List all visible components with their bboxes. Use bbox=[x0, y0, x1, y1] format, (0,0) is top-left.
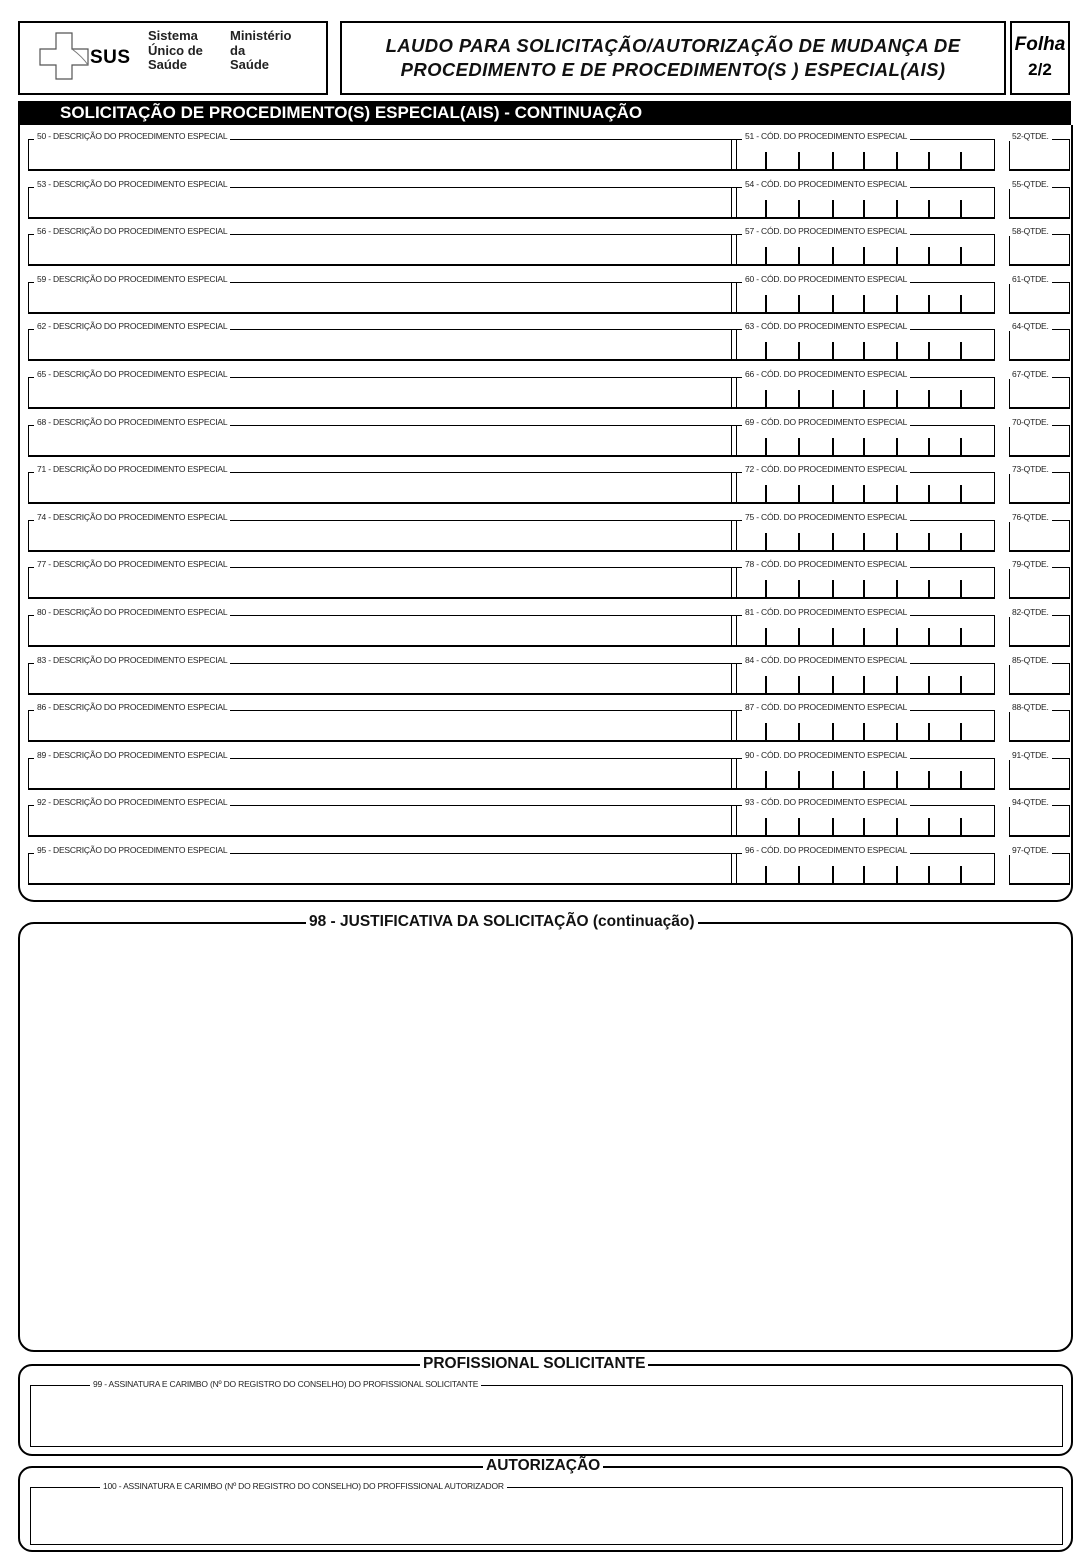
code-digit-separator bbox=[960, 723, 962, 740]
procedure-description-field[interactable] bbox=[28, 853, 737, 885]
procedure-code-label: 60 - CÓD. DO PROCEDIMENTO ESPECIAL bbox=[742, 274, 910, 284]
code-digit-separator bbox=[798, 580, 800, 597]
code-digit-separator bbox=[960, 200, 962, 217]
code-digit-separator bbox=[928, 438, 930, 455]
code-digit-separator bbox=[832, 676, 834, 693]
code-digit-separator bbox=[896, 152, 898, 169]
code-digit-separator bbox=[765, 342, 767, 359]
code-digit-separator bbox=[832, 152, 834, 169]
code-digit-separator bbox=[863, 533, 865, 550]
procedure-description-label: 50 - DESCRIÇÃO DO PROCEDIMENTO ESPECIAL bbox=[34, 131, 230, 141]
code-digit-separator bbox=[765, 723, 767, 740]
procedure-row bbox=[20, 221, 1073, 268]
procedure-code-field[interactable] bbox=[731, 377, 995, 409]
code-digit-separator bbox=[798, 818, 800, 835]
code-digit-separator bbox=[960, 247, 962, 264]
procedure-code-field[interactable] bbox=[731, 758, 995, 790]
code-digit-separator bbox=[863, 866, 865, 883]
procedure-code-field[interactable] bbox=[731, 853, 995, 885]
procedure-code-label: 81 - CÓD. DO PROCEDIMENTO ESPECIAL bbox=[742, 607, 910, 617]
procedure-row bbox=[20, 697, 1073, 744]
folha-label: Folha bbox=[1014, 34, 1066, 55]
procedure-row bbox=[20, 745, 1073, 792]
procedure-row bbox=[20, 650, 1073, 697]
code-digit-separator bbox=[863, 200, 865, 217]
procedure-description-label: 68 - DESCRIÇÃO DO PROCEDIMENTO ESPECIAL bbox=[34, 417, 230, 427]
page-number: 2/2 bbox=[1028, 60, 1052, 79]
procedure-quantity-field[interactable] bbox=[1009, 615, 1070, 647]
code-digit-separator bbox=[928, 818, 930, 835]
procedure-code-field[interactable] bbox=[731, 472, 995, 504]
procedure-quantity-label: 52-QTDE. bbox=[1009, 131, 1052, 141]
code-digit-separator bbox=[896, 342, 898, 359]
procedure-quantity-field[interactable] bbox=[1009, 853, 1070, 885]
code-digit-separator bbox=[798, 200, 800, 217]
procedure-description-label: 89 - DESCRIÇÃO DO PROCEDIMENTO ESPECIAL bbox=[34, 750, 230, 760]
procedure-quantity-label: 61-QTDE. bbox=[1009, 274, 1052, 284]
form-title-line1: LAUDO PARA SOLICITAÇÃO/AUTORIZAÇÃO DE MUDANÇA DE bbox=[385, 35, 961, 56]
procedure-quantity-field[interactable] bbox=[1009, 663, 1070, 695]
code-digit-separator bbox=[765, 771, 767, 788]
code-digit-separator bbox=[798, 390, 800, 407]
procedure-code-field[interactable] bbox=[731, 663, 995, 695]
code-digit-separator bbox=[960, 152, 962, 169]
authorization-section bbox=[18, 1457, 1073, 1552]
code-digit-separator bbox=[896, 628, 898, 645]
procedure-code-field[interactable] bbox=[731, 282, 995, 314]
procedure-row bbox=[20, 459, 1073, 506]
procedure-row bbox=[20, 316, 1073, 363]
code-digit-separator bbox=[960, 628, 962, 645]
procedure-quantity-field[interactable] bbox=[1009, 520, 1070, 552]
code-digit-separator bbox=[765, 580, 767, 597]
procedure-code-field[interactable] bbox=[731, 615, 995, 647]
procedure-description-field[interactable] bbox=[28, 329, 737, 361]
code-digit-separator bbox=[960, 295, 962, 312]
procedure-description-label: 74 - DESCRIÇÃO DO PROCEDIMENTO ESPECIAL bbox=[34, 512, 230, 522]
code-digit-separator bbox=[863, 247, 865, 264]
justification-title: 98 - JUSTIFICATIVA DA SOLICITAÇÃO (continuação) bbox=[306, 913, 698, 931]
procedure-row bbox=[20, 174, 1073, 221]
code-digit-separator bbox=[928, 628, 930, 645]
procedure-quantity-label: 85-QTDE. bbox=[1009, 655, 1052, 665]
code-digit-separator bbox=[896, 485, 898, 502]
code-digit-separator bbox=[960, 818, 962, 835]
procedure-code-field[interactable] bbox=[731, 234, 995, 266]
procedure-code-label: 54 - CÓD. DO PROCEDIMENTO ESPECIAL bbox=[742, 179, 910, 189]
procedure-quantity-label: 88-QTDE. bbox=[1009, 702, 1052, 712]
procedure-description-label: 65 - DESCRIÇÃO DO PROCEDIMENTO ESPECIAL bbox=[34, 369, 230, 379]
code-digit-separator bbox=[960, 676, 962, 693]
procedure-description-field[interactable] bbox=[28, 187, 737, 219]
code-digit-separator bbox=[928, 533, 930, 550]
code-digit-separator bbox=[798, 866, 800, 883]
code-digit-separator bbox=[798, 533, 800, 550]
code-digit-separator bbox=[928, 247, 930, 264]
form-title-line2: PROCEDIMENTO E DE PROCEDIMENTO(S ) ESPECIAL(AIS) bbox=[400, 59, 946, 80]
procedure-quantity-field[interactable] bbox=[1009, 282, 1070, 314]
procedure-code-label: 66 - CÓD. DO PROCEDIMENTO ESPECIAL bbox=[742, 369, 910, 379]
procedure-quantity-field[interactable] bbox=[1009, 805, 1070, 837]
procedure-description-label: 53 - DESCRIÇÃO DO PROCEDIMENTO ESPECIAL bbox=[34, 179, 230, 189]
code-digit-separator bbox=[896, 200, 898, 217]
code-digit-separator bbox=[798, 628, 800, 645]
code-digit-separator bbox=[832, 818, 834, 835]
code-digit-separator bbox=[896, 723, 898, 740]
procedure-quantity-label: 70-QTDE. bbox=[1009, 417, 1052, 427]
code-digit-separator bbox=[832, 438, 834, 455]
code-digit-separator bbox=[765, 628, 767, 645]
code-digit-separator bbox=[863, 580, 865, 597]
section-title: SOLICITAÇÃO DE PROCEDIMENTO(S) ESPECIAL(AIS) - CONTINUAÇÃO bbox=[18, 101, 1071, 125]
procedure-code-label: 78 - CÓD. DO PROCEDIMENTO ESPECIAL bbox=[742, 559, 910, 569]
code-digit-separator bbox=[798, 438, 800, 455]
procedure-description-label: 92 - DESCRIÇÃO DO PROCEDIMENTO ESPECIAL bbox=[34, 797, 230, 807]
procedure-quantity-label: 73-QTDE. bbox=[1009, 464, 1052, 474]
code-digit-separator bbox=[765, 485, 767, 502]
code-digit-separator bbox=[928, 723, 930, 740]
code-digit-separator bbox=[798, 723, 800, 740]
authorizer-signature-label: 100 - ASSINATURA E CARIMBO (Nº DO REGISTRO DO CONSELHO) DO PROFFISSIONAL AUTORIZADOR bbox=[100, 1481, 507, 1491]
procedure-description-label: 80 - DESCRIÇÃO DO PROCEDIMENTO ESPECIAL bbox=[34, 607, 230, 617]
code-digit-separator bbox=[765, 818, 767, 835]
requester-signature-label: 99 - ASSINATURA E CARIMBO (Nº DO REGISTRO DO CONSELHO) DO PROFISSIONAL SOLICITANTE bbox=[90, 1379, 481, 1389]
code-digit-separator bbox=[863, 342, 865, 359]
code-digit-separator bbox=[896, 438, 898, 455]
code-digit-separator bbox=[832, 723, 834, 740]
procedure-row bbox=[20, 602, 1073, 649]
code-digit-separator bbox=[798, 342, 800, 359]
code-digit-separator bbox=[863, 628, 865, 645]
procedure-description-label: 77 - DESCRIÇÃO DO PROCEDIMENTO ESPECIAL bbox=[34, 559, 230, 569]
procedure-description-field[interactable] bbox=[28, 234, 737, 266]
procedure-row bbox=[20, 507, 1073, 554]
code-digit-separator bbox=[928, 866, 930, 883]
code-digit-separator bbox=[832, 295, 834, 312]
code-digit-separator bbox=[798, 152, 800, 169]
code-digit-separator bbox=[863, 152, 865, 169]
procedure-quantity-field[interactable] bbox=[1009, 425, 1070, 457]
code-digit-separator bbox=[960, 533, 962, 550]
justification-box[interactable] bbox=[18, 913, 1073, 1352]
code-digit-separator bbox=[896, 676, 898, 693]
code-digit-separator bbox=[928, 152, 930, 169]
code-digit-separator bbox=[928, 295, 930, 312]
procedure-quantity-label: 58-QTDE. bbox=[1009, 226, 1052, 236]
procedure-code-field[interactable] bbox=[731, 425, 995, 457]
procedure-code-label: 84 - CÓD. DO PROCEDIMENTO ESPECIAL bbox=[742, 655, 910, 665]
sus-logo-text: SUS bbox=[90, 47, 131, 68]
procedure-code-label: 87 - CÓD. DO PROCEDIMENTO ESPECIAL bbox=[742, 702, 910, 712]
code-digit-separator bbox=[863, 295, 865, 312]
procedure-description-label: 71 - DESCRIÇÃO DO PROCEDIMENTO ESPECIAL bbox=[34, 464, 230, 474]
code-digit-separator bbox=[798, 295, 800, 312]
procedure-description-field[interactable] bbox=[28, 663, 737, 695]
procedure-description-field[interactable] bbox=[28, 567, 737, 599]
procedure-quantity-field[interactable] bbox=[1009, 139, 1070, 171]
code-digit-separator bbox=[765, 533, 767, 550]
code-digit-separator bbox=[960, 390, 962, 407]
code-digit-separator bbox=[960, 866, 962, 883]
code-digit-separator bbox=[896, 390, 898, 407]
code-digit-separator bbox=[765, 295, 767, 312]
procedure-row bbox=[20, 412, 1073, 459]
requester-section bbox=[18, 1355, 1073, 1456]
code-digit-separator bbox=[896, 818, 898, 835]
procedure-row bbox=[20, 840, 1073, 887]
sus-logo-box bbox=[18, 21, 328, 95]
procedure-quantity-label: 67-QTDE. bbox=[1009, 369, 1052, 379]
procedure-quantity-field[interactable] bbox=[1009, 710, 1070, 742]
code-digit-separator bbox=[863, 438, 865, 455]
procedure-quantity-label: 76-QTDE. bbox=[1009, 512, 1052, 522]
procedure-quantity-field[interactable] bbox=[1009, 329, 1070, 361]
procedure-quantity-field[interactable] bbox=[1009, 377, 1070, 409]
procedure-quantity-field[interactable] bbox=[1009, 234, 1070, 266]
procedure-description-label: 95 - DESCRIÇÃO DO PROCEDIMENTO ESPECIAL bbox=[34, 845, 230, 855]
procedure-quantity-label: 91-QTDE. bbox=[1009, 750, 1052, 760]
code-digit-separator bbox=[960, 438, 962, 455]
procedure-quantity-label: 64-QTDE. bbox=[1009, 321, 1052, 331]
code-digit-separator bbox=[798, 771, 800, 788]
procedure-quantity-label: 82-QTDE. bbox=[1009, 607, 1052, 617]
procedure-code-field[interactable] bbox=[731, 710, 995, 742]
code-digit-separator bbox=[832, 533, 834, 550]
code-digit-separator bbox=[960, 771, 962, 788]
procedure-description-field[interactable] bbox=[28, 377, 737, 409]
procedure-description-label: 56 - DESCRIÇÃO DO PROCEDIMENTO ESPECIAL bbox=[34, 226, 230, 236]
requester-title: PROFISSIONAL SOLICITANTE bbox=[420, 1355, 648, 1373]
procedure-description-field[interactable] bbox=[28, 520, 737, 552]
procedure-quantity-field[interactable] bbox=[1009, 472, 1070, 504]
code-digit-separator bbox=[832, 390, 834, 407]
procedure-description-label: 62 - DESCRIÇÃO DO PROCEDIMENTO ESPECIAL bbox=[34, 321, 230, 331]
authorization-title: AUTORIZAÇÃO bbox=[483, 1457, 603, 1475]
procedure-description-field[interactable] bbox=[28, 425, 737, 457]
code-digit-separator bbox=[832, 628, 834, 645]
procedure-quantity-label: 79-QTDE. bbox=[1009, 559, 1052, 569]
code-digit-separator bbox=[928, 200, 930, 217]
org-name-sus: Sistema Único de Saúde bbox=[148, 28, 203, 72]
code-digit-separator bbox=[960, 485, 962, 502]
code-digit-separator bbox=[928, 580, 930, 597]
procedure-code-label: 90 - CÓD. DO PROCEDIMENTO ESPECIAL bbox=[742, 750, 910, 760]
code-digit-separator bbox=[832, 247, 834, 264]
form-title bbox=[340, 21, 1006, 95]
code-digit-separator bbox=[765, 676, 767, 693]
procedure-code-label: 69 - CÓD. DO PROCEDIMENTO ESPECIAL bbox=[742, 417, 910, 427]
procedure-code-label: 63 - CÓD. DO PROCEDIMENTO ESPECIAL bbox=[742, 321, 910, 331]
procedure-quantity-label: 94-QTDE. bbox=[1009, 797, 1052, 807]
code-digit-separator bbox=[832, 580, 834, 597]
authorizer-signature-field[interactable] bbox=[30, 1487, 1063, 1545]
code-digit-separator bbox=[798, 485, 800, 502]
code-digit-separator bbox=[798, 676, 800, 693]
procedure-description-field[interactable] bbox=[28, 758, 737, 790]
procedure-code-field[interactable] bbox=[731, 805, 995, 837]
code-digit-separator bbox=[765, 390, 767, 407]
procedure-code-field[interactable] bbox=[731, 187, 995, 219]
code-digit-separator bbox=[798, 247, 800, 264]
procedure-description-field[interactable] bbox=[28, 805, 737, 837]
procedure-description-field[interactable] bbox=[28, 615, 737, 647]
procedure-code-label: 96 - CÓD. DO PROCEDIMENTO ESPECIAL bbox=[742, 845, 910, 855]
code-digit-separator bbox=[863, 818, 865, 835]
code-digit-separator bbox=[863, 771, 865, 788]
code-digit-separator bbox=[896, 580, 898, 597]
procedure-row bbox=[20, 364, 1073, 411]
procedure-code-label: 51 - CÓD. DO PROCEDIMENTO ESPECIAL bbox=[742, 131, 910, 141]
procedure-code-field[interactable] bbox=[731, 520, 995, 552]
procedure-row bbox=[20, 269, 1073, 316]
procedure-quantity-field[interactable] bbox=[1009, 187, 1070, 219]
procedure-code-label: 93 - CÓD. DO PROCEDIMENTO ESPECIAL bbox=[742, 797, 910, 807]
code-digit-separator bbox=[832, 342, 834, 359]
page-indicator bbox=[1010, 21, 1070, 95]
code-digit-separator bbox=[896, 771, 898, 788]
code-digit-separator bbox=[960, 580, 962, 597]
code-digit-separator bbox=[765, 152, 767, 169]
procedure-description-label: 83 - DESCRIÇÃO DO PROCEDIMENTO ESPECIAL bbox=[34, 655, 230, 665]
code-digit-separator bbox=[896, 866, 898, 883]
procedure-code-field[interactable] bbox=[731, 139, 995, 171]
procedure-description-label: 86 - DESCRIÇÃO DO PROCEDIMENTO ESPECIAL bbox=[34, 702, 230, 712]
procedures-section bbox=[18, 125, 1073, 902]
procedure-row bbox=[20, 554, 1073, 601]
code-digit-separator bbox=[896, 247, 898, 264]
procedure-description-label: 59 - DESCRIÇÃO DO PROCEDIMENTO ESPECIAL bbox=[34, 274, 230, 284]
requester-signature-field[interactable] bbox=[30, 1385, 1063, 1447]
code-digit-separator bbox=[928, 676, 930, 693]
code-digit-separator bbox=[928, 342, 930, 359]
code-digit-separator bbox=[863, 390, 865, 407]
code-digit-separator bbox=[832, 866, 834, 883]
code-digit-separator bbox=[765, 438, 767, 455]
code-digit-separator bbox=[960, 342, 962, 359]
code-digit-separator bbox=[863, 485, 865, 502]
procedure-code-label: 72 - CÓD. DO PROCEDIMENTO ESPECIAL bbox=[742, 464, 910, 474]
code-digit-separator bbox=[928, 390, 930, 407]
procedure-quantity-field[interactable] bbox=[1009, 567, 1070, 599]
code-digit-separator bbox=[765, 200, 767, 217]
code-digit-separator bbox=[832, 771, 834, 788]
code-digit-separator bbox=[863, 676, 865, 693]
procedure-quantity-label: 55-QTDE. bbox=[1009, 179, 1052, 189]
code-digit-separator bbox=[896, 533, 898, 550]
code-digit-separator bbox=[896, 295, 898, 312]
procedure-quantity-field[interactable] bbox=[1009, 758, 1070, 790]
code-digit-separator bbox=[765, 247, 767, 264]
procedure-code-field[interactable] bbox=[731, 567, 995, 599]
org-name-ministry: Ministério da Saúde bbox=[230, 28, 292, 72]
code-digit-separator bbox=[928, 771, 930, 788]
procedure-description-field[interactable] bbox=[28, 472, 737, 504]
code-digit-separator bbox=[863, 723, 865, 740]
procedure-description-field[interactable] bbox=[28, 282, 737, 314]
procedure-quantity-label: 97-QTDE. bbox=[1009, 845, 1052, 855]
code-digit-separator bbox=[832, 200, 834, 217]
procedure-code-label: 57 - CÓD. DO PROCEDIMENTO ESPECIAL bbox=[742, 226, 910, 236]
procedure-description-field[interactable] bbox=[28, 710, 737, 742]
procedure-code-field[interactable] bbox=[731, 329, 995, 361]
procedure-row bbox=[20, 126, 1073, 173]
procedure-code-label: 75 - CÓD. DO PROCEDIMENTO ESPECIAL bbox=[742, 512, 910, 522]
procedure-description-field[interactable] bbox=[28, 139, 737, 171]
code-digit-separator bbox=[928, 485, 930, 502]
procedure-row bbox=[20, 792, 1073, 839]
code-digit-separator bbox=[832, 485, 834, 502]
code-digit-separator bbox=[765, 866, 767, 883]
